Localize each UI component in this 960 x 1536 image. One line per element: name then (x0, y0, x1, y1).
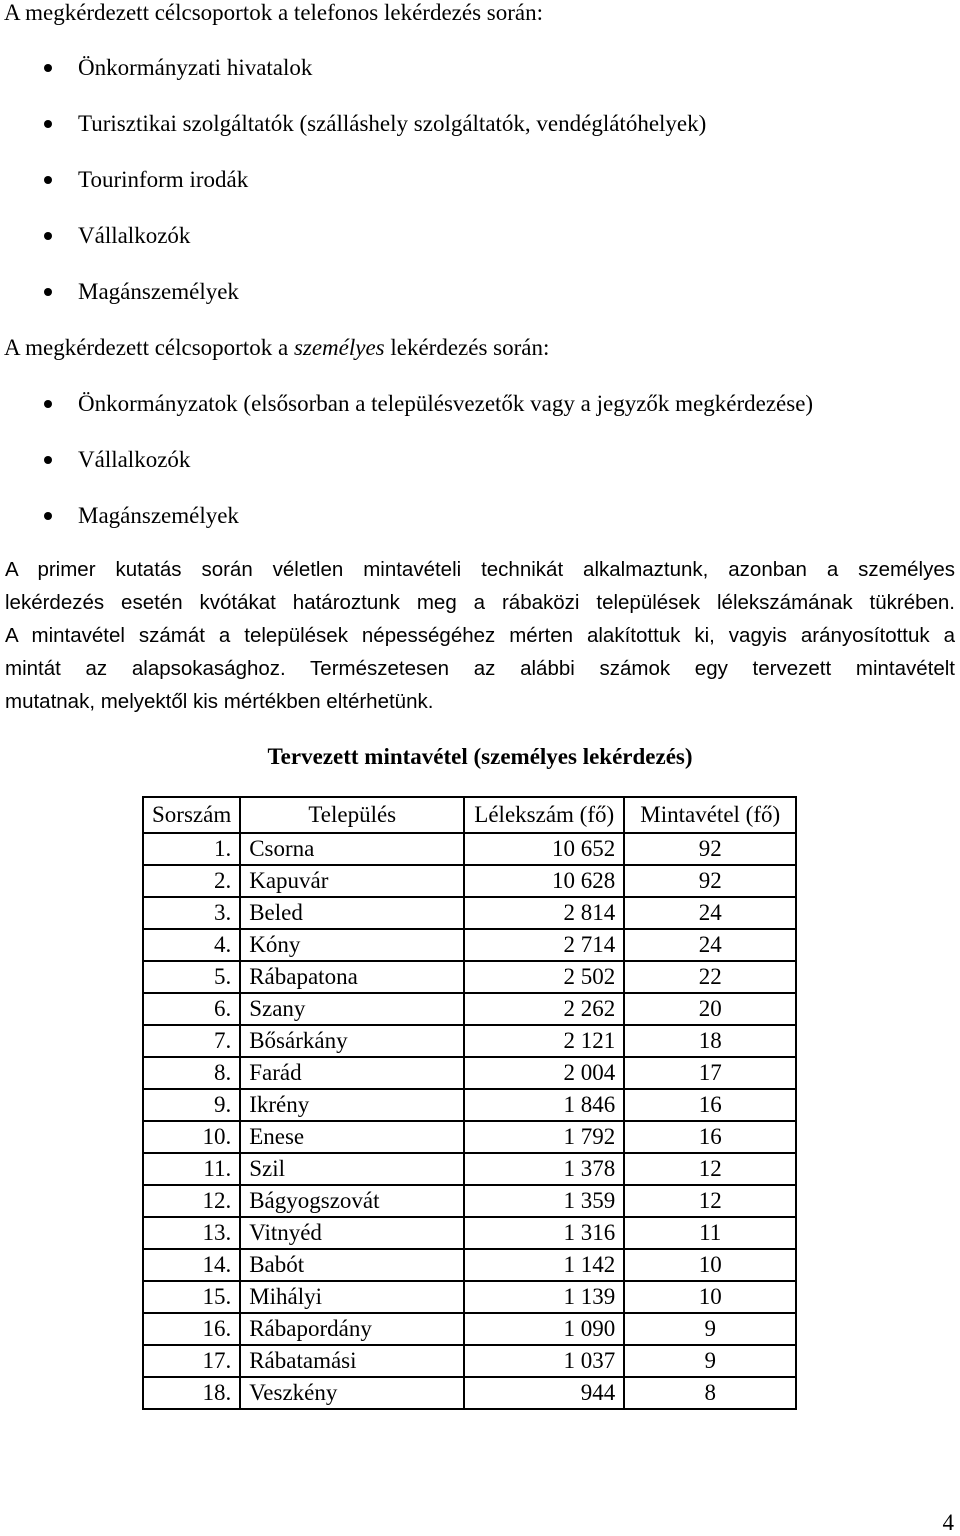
heading-emphasis: személyes (293, 335, 385, 360)
cell-population: 1 316 (464, 1217, 624, 1249)
list-item: Turisztikai szolgáltatók (szálláshely szolgáltatók, vendéglátóhelyek) (78, 111, 707, 136)
table-row (143, 1281, 796, 1313)
table-header-row (143, 797, 796, 833)
bullet-icon (44, 64, 52, 72)
phone-survey-heading: A megkérdezett célcsoportok a telefonos lekérdezés során: (4, 0, 543, 25)
paragraph-line: lekérdezés esetén kvótákat határoztunk meg a rábaközi települések lélekszámának tükrében. (5, 591, 955, 614)
cell-settlement: Csorna (240, 833, 464, 865)
cell-number: 6. (143, 993, 240, 1025)
cell-settlement: Kóny (240, 929, 464, 961)
table-row (143, 1185, 796, 1217)
personal-survey-heading (4, 335, 549, 361)
cell-settlement: Mihályi (240, 1281, 464, 1313)
cell-number: 15. (143, 1281, 240, 1313)
paragraph-line: mutatnak, melyektől kis mértékben eltérhetünk. (5, 690, 434, 713)
table-row (143, 1217, 796, 1249)
cell-number: 5. (143, 961, 240, 993)
list-item: Önkormányzatok (elsősorban a településvezetők vagy a jegyzők megkérdezése) (78, 391, 814, 416)
table-row (143, 1057, 796, 1089)
table-row (143, 1025, 796, 1057)
cell-sample: 9 (624, 1313, 796, 1345)
cell-population: 1 139 (464, 1281, 624, 1313)
cell-number: 18. (143, 1377, 240, 1409)
cell-population: 1 378 (464, 1153, 624, 1185)
cell-settlement: Bágyogszovát (240, 1185, 464, 1217)
cell-population: 2 262 (464, 993, 624, 1025)
cell-population: 1 792 (464, 1121, 624, 1153)
table-title: Tervezett mintavétel (személyes lekérdezés) (267, 744, 693, 769)
bullet-icon (44, 176, 52, 184)
cell-sample: 16 (624, 1121, 796, 1153)
cell-settlement: Vitnyéd (240, 1217, 464, 1249)
cell-number: 10. (143, 1121, 240, 1153)
cell-sample: 92 (624, 865, 796, 897)
cell-population: 1 090 (464, 1313, 624, 1345)
table-row (143, 1121, 796, 1153)
bullet-icon (44, 288, 52, 296)
cell-sample: 8 (624, 1377, 796, 1409)
cell-sample: 92 (624, 833, 796, 865)
table-row (143, 929, 796, 961)
cell-population: 1 037 (464, 1345, 624, 1377)
list-item: Önkormányzati hivatalok (78, 55, 313, 80)
table-row (143, 1249, 796, 1281)
table-row (143, 993, 796, 1025)
cell-settlement: Rábapordány (240, 1313, 464, 1345)
cell-number: 14. (143, 1249, 240, 1281)
cell-number: 4. (143, 929, 240, 961)
cell-settlement: Beled (240, 897, 464, 929)
bullet-icon (44, 456, 52, 464)
table-row (143, 1153, 796, 1185)
cell-settlement: Szany (240, 993, 464, 1025)
cell-number: 13. (143, 1217, 240, 1249)
cell-number: 9. (143, 1089, 240, 1121)
cell-population: 1 359 (464, 1185, 624, 1217)
cell-sample: 20 (624, 993, 796, 1025)
cell-number: 1. (143, 833, 240, 865)
heading-text: A megkérdezett célcsoportok a (4, 335, 294, 360)
sample-table (142, 796, 797, 1410)
list-item: Vállalkozók (78, 223, 191, 248)
col-header-settlement: Település (240, 797, 464, 833)
col-header-population: Lélekszám (fő) (464, 797, 624, 833)
cell-population: 10 652 (464, 833, 624, 865)
cell-sample: 9 (624, 1345, 796, 1377)
paragraph-line: A primer kutatás során véletlen mintavételi technikát alkalmaztunk, azonban a személyes (5, 558, 955, 581)
cell-population: 1 846 (464, 1089, 624, 1121)
cell-sample: 11 (624, 1217, 796, 1249)
col-header-sample: Mintavétel (fő) (624, 797, 796, 833)
table-row (143, 897, 796, 929)
cell-settlement: Bősárkány (240, 1025, 464, 1057)
page-number: 4 (942, 1510, 954, 1535)
cell-population: 2 814 (464, 897, 624, 929)
list-item: Tourinform irodák (78, 167, 249, 192)
cell-number: 3. (143, 897, 240, 929)
list-item: Magánszemélyek (78, 279, 239, 304)
cell-population: 2 004 (464, 1057, 624, 1089)
cell-settlement: Ikrény (240, 1089, 464, 1121)
cell-sample: 24 (624, 929, 796, 961)
cell-sample: 16 (624, 1089, 796, 1121)
cell-sample: 17 (624, 1057, 796, 1089)
cell-settlement: Farád (240, 1057, 464, 1089)
cell-number: 7. (143, 1025, 240, 1057)
cell-settlement: Enese (240, 1121, 464, 1153)
bullet-icon (44, 120, 52, 128)
col-header-number: Sorszám (143, 797, 240, 833)
cell-sample: 10 (624, 1281, 796, 1313)
cell-sample: 24 (624, 897, 796, 929)
bullet-icon (44, 232, 52, 240)
table-row (143, 1313, 796, 1345)
list-item: Vállalkozók (78, 447, 191, 472)
cell-sample: 18 (624, 1025, 796, 1057)
bullet-icon (44, 512, 52, 520)
methodology-paragraph (5, 553, 955, 718)
list-item: Magánszemélyek (78, 503, 239, 528)
cell-number: 2. (143, 865, 240, 897)
cell-settlement: Rábapatona (240, 961, 464, 993)
cell-settlement: Babót (240, 1249, 464, 1281)
cell-population: 2 121 (464, 1025, 624, 1057)
cell-number: 16. (143, 1313, 240, 1345)
paragraph-line: A mintavétel számát a települések népességéhez mérten alakítottuk ki, vagyis arányosítottuk a (5, 624, 955, 647)
cell-population: 10 628 (464, 865, 624, 897)
bullet-icon (44, 400, 52, 408)
table-row (143, 1089, 796, 1121)
cell-number: 12. (143, 1185, 240, 1217)
cell-sample: 12 (624, 1185, 796, 1217)
cell-settlement: Rábatamási (240, 1345, 464, 1377)
cell-sample: 10 (624, 1249, 796, 1281)
table-row (143, 961, 796, 993)
cell-population: 2 714 (464, 929, 624, 961)
cell-population: 944 (464, 1377, 624, 1409)
heading-text: lekérdezés során: (384, 335, 550, 360)
cell-sample: 22 (624, 961, 796, 993)
cell-number: 17. (143, 1345, 240, 1377)
cell-sample: 12 (624, 1153, 796, 1185)
table-row (143, 1345, 796, 1377)
cell-population: 1 142 (464, 1249, 624, 1281)
cell-number: 8. (143, 1057, 240, 1089)
cell-settlement: Veszkény (240, 1377, 464, 1409)
cell-settlement: Szil (240, 1153, 464, 1185)
cell-number: 11. (143, 1153, 240, 1185)
cell-population: 2 502 (464, 961, 624, 993)
cell-settlement: Kapuvár (240, 865, 464, 897)
paragraph-line: mintát az alapsokasághoz. Természetesen az alábbi számok egy tervezett mintavételt (5, 657, 955, 680)
table-row (143, 833, 796, 865)
table-row (143, 865, 796, 897)
table-row (143, 1377, 796, 1409)
